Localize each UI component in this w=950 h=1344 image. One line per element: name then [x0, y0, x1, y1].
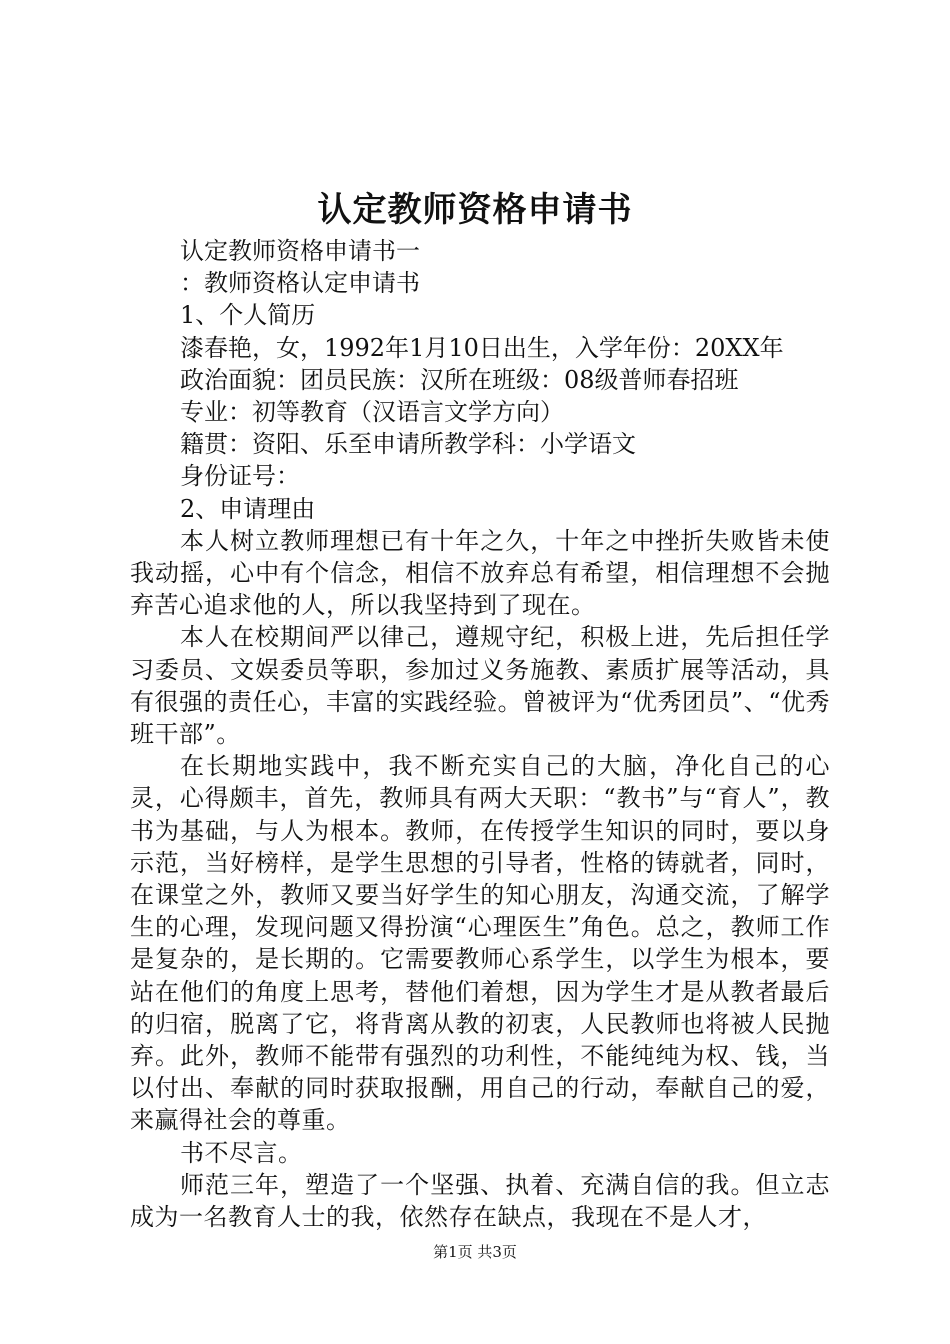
paragraph: 在长期地实践中，我不断充实自己的大脑，净化自己的心灵，心得颇丰，首先，教师具有两大天职：“教书”与“育人”，教书为基础，与人为根本。教师，在传授学生知识的同时，要以身示范，当好榜样，是学生思想的引导者，性格的铸就者，同时，在课堂之外，教师又要当好学生的知心朋友，沟通交流，了解学生的心理，发现问题又得扮演“心理医生”角色。总之，教师工作是复杂的，是长期的。它需要教师心系学生，以学生为根本，要站在他们的角度上思考，替他们着想，因为学生才是从教者最后的归宿，脱离了它，将背离从教的初衷，人民教师也将被人民抛弃。此外，教师不能带有强烈的功利性，不能纯纯为权、钱，当以付出、奉献的同时获取报酬，用自己的行动，奉献自己的爱，来赢得社会的尊重。: [130, 752, 830, 1135]
paragraph: 师范三年，塑造了一个坚强、执着、充满自信的我。但立志成为一名教育人士的我，依然存在缺点，我现在不是人才，: [130, 1170, 830, 1232]
document-title: 认定教师资格申请书: [317, 190, 633, 230]
text-line: 漆春艳，女，1992年1月10日出生，入学年份：20XX年: [180, 333, 784, 362]
text-line: 身份证号：: [180, 462, 300, 491]
paragraph: 本人树立教师理想已有十年之久，十年之中挫折失败皆未使我动摇，心中有个信念，相信不放弃总有希望，相信理想不会抛弃苦心追求他的人，所以我坚持到了现在。: [130, 526, 830, 620]
text-line: 政治面貌：团员民族：汉所在班级：08级普师春招班: [180, 365, 739, 394]
text-line: 专业：初等教育（汉语言文学方向）: [180, 398, 564, 427]
text-line: 认定教师资格申请书一: [180, 237, 420, 265]
text-line: ：教师资格认定申请书: [180, 269, 420, 298]
text-line: 2、申请理由: [180, 494, 316, 523]
paragraph: 书不尽言。: [180, 1138, 303, 1167]
document-body: [130, 235, 830, 1233]
paragraph: 本人在校期间严以律己，遵规守纪，积极上进，先后担任学习委员、文娱委员等职，参加过义务施教、素质扩展等活动，具有很强的责任心，丰富的实践经验。曾被评为“优秀团员”、“优秀班干部”。: [130, 623, 830, 749]
text-line: 籍贯：资阳、乐至申请所教学科：小学语文: [180, 430, 636, 459]
page-footer: 第1页 共3页: [433, 1243, 517, 1261]
text-line: 1、个人简历: [180, 301, 316, 330]
